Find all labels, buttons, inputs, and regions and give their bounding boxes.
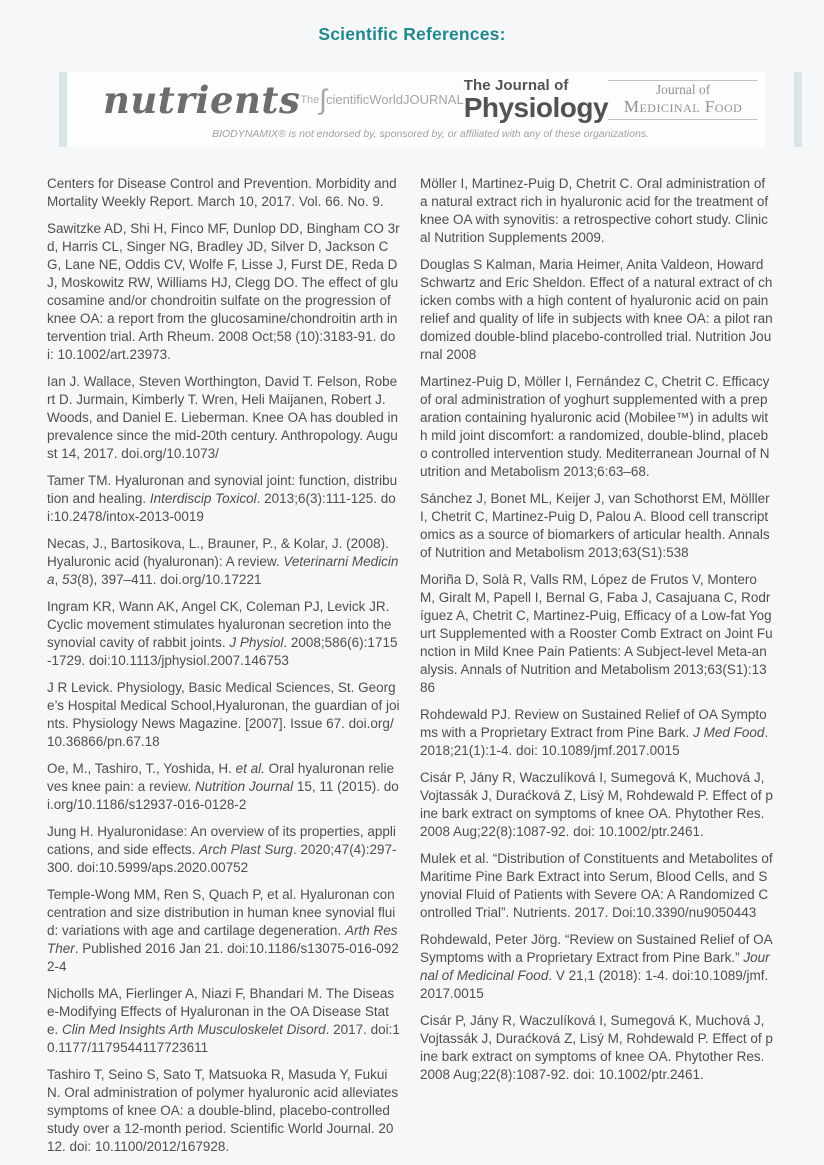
swj-the-label: The xyxy=(300,93,320,106)
swj-name-label: cientificWorldJOURNAL xyxy=(325,92,464,108)
physiology-logo-mainline: Physiology xyxy=(463,92,609,123)
medfood-logo-topline: Journal of xyxy=(655,82,711,97)
journal-logos-row xyxy=(67,72,794,124)
strip-left-accent-bar xyxy=(59,72,67,147)
strip-content xyxy=(67,72,794,147)
reference-item: Nicholls MA, Fierlinger A, Niazi F, Bhandari M. The Disease-Modifying Effects of Hyaluronan in the OA Disease State. Clin Med Insights Arth Musculoskelet Disord. 2017. doi:10.1177/1179544117723611 xyxy=(47,986,400,1055)
reference-item: Möller I, Martinez-Puig D, Chetrit C. Oral administration of a natural extract rich in hyaluronic acid for the treatment of knee OA with synovitis: a retrospective cohort study. Clinical Nutrition Supplements 2009. xyxy=(420,176,769,245)
reference-item: Martinez-Puig D, Möller I, Fernández C, Chetrit C. Efficacy of oral administration of yoghurt supplemented with a preparation containing hyaluronic acid (Mobilee™) in adults with mild joint discomfort: a randomized, double-blind, placebo controlled intervention study. Mediterranean Journal of Nutrition and Metabolism 2013;6:63–68. xyxy=(420,374,770,479)
reference-item: Sánchez J, Bonet ML, Keijer J, van Schothorst EM, Mölller I, Chetrit C, Martinez-Puig D, Palou A. Blood cell transcriptomics as a source of biomarkers of articular health. Annals of Nutrition and Metabolism 2013;63(S1):538 xyxy=(420,491,770,560)
reference-item: Temple-Wong MM, Ren S, Quach P, et al. Hyaluronan concentration and size distribution in human knee synovial fluid: variations with age and cartilage degeneration. Arth Res Ther. Published 2016 Jan 21. doi:10.1186/s13075-016-0922-4 xyxy=(47,887,399,974)
reference-item: Mulek et al. “Distribution of Constituents and Metabolites of Maritime Pine Bark Extract into Serum, Blood Cells, and Synovial Fluid of Patients with Severe OA: A Randomized Controlled Trial”. Nutrients. 2017. Doi:10.3390/nu9050443 xyxy=(420,851,773,920)
journal-of-medicinal-food-logo xyxy=(608,80,758,120)
reference-item: Moriña D, Solà R, Valls RM, López de Frutos V, Montero M, Giralt M, Papell I, Bernal G, Faba J, Casajuana C, Rodríguez A, Chetrit C, Martinez-Puig, Efficacy of a Low-fat Yogurt Supplemented with a Rooster Comb Extract on Joint Function in Mild Knee Pain Patients: A Subject-level Meta-analysis. Annals of Nutrition and Metabolism 2013;63(S1):1386 xyxy=(420,572,773,695)
endorsement-disclaimer: BIODYNAMIX® is not endorsed by, sponsored by, or affiliated with any of these organizations. xyxy=(212,128,649,140)
reference-item: Cisár P, Jány R, Waczulíková I, Sumegová K, Muchová J, Vojtassák J, Duraćková Z, Lisý M, Rohdewald P. Effect of pine bark extract on symptoms of knee OA. Phytother Res. 2008 Aug;22(8):1087-92. doi: 10.1002/ptr.2461. xyxy=(420,1013,773,1082)
scientific-world-journal-logo xyxy=(300,82,464,116)
integral-glyph-icon: ∫ xyxy=(319,82,327,116)
journal-of-physiology-logo xyxy=(464,78,608,122)
reference-item: Jung H. Hyaluronidase: An overview of its properties, applications, and side effects. Arch Plast Surg. 2020;47(4):297-300. doi:10.5999/aps.2020.00752 xyxy=(47,824,397,875)
reference-item: Centers for Disease Control and Prevention. Morbidity and Mortality Weekly Report. March 10, 2017. Vol. 66. No. 9. xyxy=(47,176,397,209)
reference-item: Sawitzke AD, Shi H, Finco MF, Dunlop DD, Bingham CO 3rd, Harris CL, Singer NG, Bradley JD, Silver D, Jackson CG, Lane NE, Oddis CV, Wolfe F, Lisse J, Furst DE, Reda DJ, Moskowitz RW, Williams HJ, Clegg DO. The effect of glucosamine and/or chondroitin sulfate on the progression of knee OA: a report from the glucosamine/chondroitin arth intervention trial. Arth Rheum. 2008 Oct;58 (10):3183-91. doi: 10.1002/art.23973. xyxy=(47,221,400,362)
reference-item: Rohdewald, Peter Jörg. “Review on Sustained Relief of OA Symptoms with a Proprietary Extract from Pine Bark.” Journal of Medicinal Food. V 21,1 (2018): 1-4. doi:10.1089/jmf.2017.0015 xyxy=(420,932,772,1001)
page-title: Scientific References: xyxy=(318,24,506,44)
reference-item: Oe, M., Tashiro, T., Yoshida, H. et al. Oral hyaluronan relieves knee pain: a review. Nutrition Journal 15, 11 (2015). doi.org/10.1186/s12937-016-0128-2 xyxy=(47,761,399,812)
reference-item: J R Levick. Physiology, Basic Medical Sciences, St. George’s Hospital Medical School,Hyaluronan, the guardian of joints. Physiology News Magazine. [2007]. Issue 67. doi.org/10.36866/pn.67.18 xyxy=(47,680,400,749)
reference-item: Ingram KR, Wann AK, Angel CK, Coleman PJ, Levick JR. Cyclic movement stimulates hyaluronan secretion into the synovial cavity of rabbit joints. J Physiol. 2008;586(6):1715-1729. doi:10.1113/jphysiol.2007.146753 xyxy=(47,599,398,668)
reference-item: Rohdewald PJ. Review on Sustained Relief of OA Symptoms with a Proprietary Extract from Pine Bark. J Med Food. 2018;21(1):1-4. doi: 10.1089/jmf.2017.0015 xyxy=(420,707,769,758)
physiology-logo-topline: The Journal of xyxy=(463,77,569,94)
reference-item: Douglas S Kalman, Maria Heimer, Anita Valdeon, Howard Schwartz and Eric Sheldon. Effect of a natural extract of chicken combs with a high content of hyaluronic acid on pain relief and quality of life in subjects with knee OA: a pilot randomized double-blind placebo-controlled trial. Nutrition Journal 2008 xyxy=(420,257,773,362)
reference-item: Ian J. Wallace, Steven Worthington, David T. Felson, Robert D. Jurmain, Kimberly T. Wren, Heli Maijanen, Robert J. Woods, and Daniel E. Lieberman. Knee OA has doubled in prevalence since the mid-20th century. Anthropology. August 14, 2017. doi.org/10.1073/ xyxy=(47,374,398,461)
references-left-column xyxy=(47,175,400,1165)
nutrients-journal-logo: nutrients xyxy=(103,77,301,122)
references-right-column xyxy=(420,175,773,1165)
journal-logos-strip xyxy=(59,72,765,147)
medfood-logo-mainline: Medicinal Food xyxy=(623,97,743,116)
references-section xyxy=(47,175,777,1165)
reference-item: Cisár P, Jány R, Waczulíková I, Sumegová K, Muchová J, Vojtassák J, Duraćková Z, Lisý M, Rohdewald P. Effect of pine bark extract on symptoms of knee OA. Phytother Res. 2008 Aug;22(8):1087-92. doi: 10.1002/ptr.2461. xyxy=(420,770,773,839)
strip-right-accent-bar xyxy=(794,72,802,147)
reference-item: Tashiro T, Seino S, Sato T, Matsuoka R, Masuda Y, Fukui N. Oral administration of polymer hyaluronic acid alleviates symptoms of knee OA: a double-blind, placebo-controlled study over a 12-month period. Scientific World Journal. 2012. doi: 10.1100/2012/167928. xyxy=(47,1067,399,1154)
reference-item: Tamer TM. Hyaluronan and synovial joint: function, distribution and healing. Interdiscip Toxicol. 2013;6(3):111-125. doi:10.2478/intox-2013-0019 xyxy=(47,473,398,524)
reference-item: Necas, J., Bartosikova, L., Brauner, P., & Kolar, J. (2008). Hyaluronic acid (hyaluronan): A review. Veterinarni Medicina, 53(8), 397–411. doi.org/10.17221 xyxy=(47,536,399,587)
